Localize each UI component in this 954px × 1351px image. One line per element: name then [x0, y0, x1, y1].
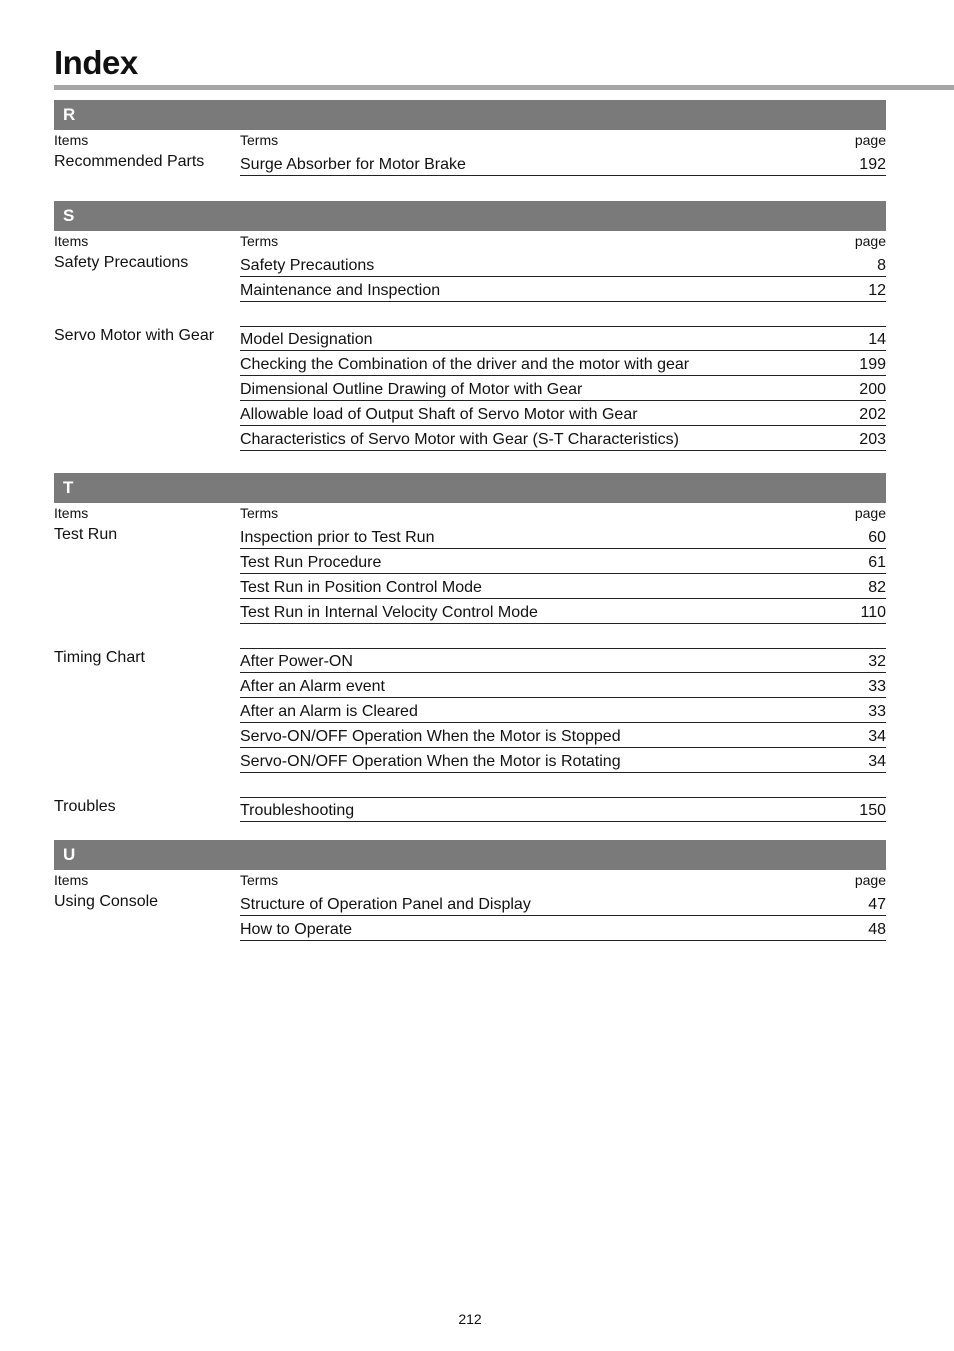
index-entries — [240, 326, 886, 451]
index-page-ref: 47 — [868, 896, 886, 913]
index-page-ref: 32 — [868, 653, 886, 670]
page-number: 212 — [458, 1311, 482, 1327]
index-entry[interactable] — [240, 550, 886, 574]
index-entry[interactable] — [240, 402, 886, 426]
index-term: Checking the Combination of the driver and the motor with gear — [240, 356, 690, 373]
column-header-page: page — [854, 505, 886, 521]
column-header-items: Items — [54, 233, 89, 249]
index-item-label: Recommended Parts — [54, 153, 205, 170]
index-item-label: Servo Motor with Gear — [54, 327, 215, 344]
index-page-ref: 150 — [859, 802, 886, 819]
page-title: Index — [54, 44, 138, 81]
index-group — [54, 525, 886, 624]
index-item-label: Troubles — [54, 798, 116, 815]
column-headers — [54, 231, 886, 253]
index-page-ref: 48 — [868, 921, 886, 938]
index-group — [54, 797, 886, 822]
column-header-page: page — [854, 132, 886, 148]
index-term: Inspection prior to Test Run — [240, 529, 435, 546]
index-page-ref: 34 — [868, 753, 886, 770]
index-section-s — [54, 201, 886, 451]
index-page-ref: 34 — [868, 728, 886, 745]
index-term: Characteristics of Servo Motor with Gear (S-T Characteristics) — [240, 431, 679, 448]
column-header-page: page — [854, 872, 886, 888]
index-group — [54, 152, 886, 176]
index-group — [54, 892, 886, 941]
index-term: Troubleshooting — [240, 802, 355, 819]
index-entry[interactable] — [240, 649, 886, 673]
index-group — [54, 253, 886, 302]
index-term: After Power-ON — [240, 653, 353, 670]
index-term: After an Alarm event — [240, 678, 385, 695]
column-headers — [54, 130, 886, 152]
index-page-ref: 33 — [868, 703, 886, 720]
index-item-label: Using Console — [54, 893, 159, 910]
column-header-items: Items — [54, 872, 89, 888]
index-term: Servo-ON/OFF Operation When the Motor is Stopped — [240, 728, 621, 745]
index-page-ref: 14 — [868, 331, 886, 348]
section-letter-header: U — [54, 840, 886, 870]
index-entry[interactable] — [240, 525, 886, 549]
index-term: Test Run in Position Control Mode — [240, 579, 482, 596]
index-term: Allowable load of Output Shaft of Servo Motor with Gear — [240, 406, 638, 423]
index-entry[interactable] — [240, 427, 886, 451]
index-entry[interactable] — [240, 917, 886, 941]
index-page-ref: 199 — [859, 356, 886, 373]
index-term: Safety Precautions — [240, 257, 375, 274]
index-term: Surge Absorber for Motor Brake — [240, 156, 466, 173]
column-header-items: Items — [54, 132, 89, 148]
index-page-ref: 61 — [868, 554, 886, 571]
index-entry[interactable] — [240, 749, 886, 773]
index-entry[interactable] — [240, 352, 886, 376]
index-term: Test Run Procedure — [240, 554, 382, 571]
index-term: Structure of Operation Panel and Display — [240, 896, 531, 913]
index-entry[interactable] — [240, 278, 886, 302]
index-page-ref: 203 — [859, 431, 886, 448]
index-page-ref: 200 — [859, 381, 886, 398]
index-page-ref: 192 — [859, 156, 886, 173]
column-header-terms: Terms — [240, 872, 279, 888]
index-page-ref: 60 — [868, 529, 886, 546]
index-entry[interactable] — [240, 253, 886, 277]
column-header-terms: Terms — [240, 132, 279, 148]
index-entries — [240, 152, 886, 176]
index-term: How to Operate — [240, 921, 353, 938]
column-header-items: Items — [54, 505, 89, 521]
index-item-label: Timing Chart — [54, 649, 145, 666]
column-header-page: page — [854, 233, 886, 249]
section-letter-header: T — [54, 473, 886, 503]
index-item-label: Test Run — [54, 526, 118, 543]
index-section-t — [54, 473, 886, 822]
index-page-ref: 82 — [868, 579, 886, 596]
index-entries — [240, 797, 886, 822]
index-section-r — [54, 100, 886, 176]
column-headers — [54, 870, 886, 892]
index-page-ref: 12 — [868, 282, 886, 299]
index-term: Servo-ON/OFF Operation When the Motor is Rotating — [240, 753, 621, 770]
index-entry[interactable] — [240, 892, 886, 916]
index-page-ref: 8 — [877, 257, 886, 274]
index-entry[interactable] — [240, 575, 886, 599]
column-header-terms: Terms — [240, 505, 279, 521]
index-entry[interactable] — [240, 152, 886, 176]
index-item-label: Safety Precautions — [54, 254, 189, 271]
index-entry[interactable] — [240, 798, 886, 822]
section-letter-header: S — [54, 201, 886, 231]
index-entries — [240, 648, 886, 773]
index-entry[interactable] — [240, 327, 886, 351]
index-group — [54, 326, 886, 451]
column-header-terms: Terms — [240, 233, 279, 249]
index-entry[interactable] — [240, 377, 886, 401]
column-headers — [54, 503, 886, 525]
index-entries — [240, 525, 886, 624]
index-section-u — [54, 840, 886, 941]
index-term: Test Run in Internal Velocity Control Mode — [240, 604, 538, 621]
index-page-ref: 33 — [868, 678, 886, 695]
index-entry[interactable] — [240, 600, 886, 624]
section-letter-header: R — [54, 100, 886, 130]
index-term: Model Designation — [240, 331, 373, 348]
index-page-ref: 202 — [859, 406, 886, 423]
index-group — [54, 648, 886, 773]
index-entries — [240, 253, 886, 302]
index-term: After an Alarm is Cleared — [240, 703, 418, 720]
index-term: Dimensional Outline Drawing of Motor with Gear — [240, 381, 583, 398]
title-rule — [54, 85, 954, 90]
index-page-ref: 110 — [860, 604, 886, 621]
index-entry[interactable] — [240, 699, 886, 723]
index-entry[interactable] — [240, 674, 886, 698]
index-entries — [240, 892, 886, 941]
index-entry[interactable] — [240, 724, 886, 748]
index-term: Maintenance and Inspection — [240, 282, 441, 299]
